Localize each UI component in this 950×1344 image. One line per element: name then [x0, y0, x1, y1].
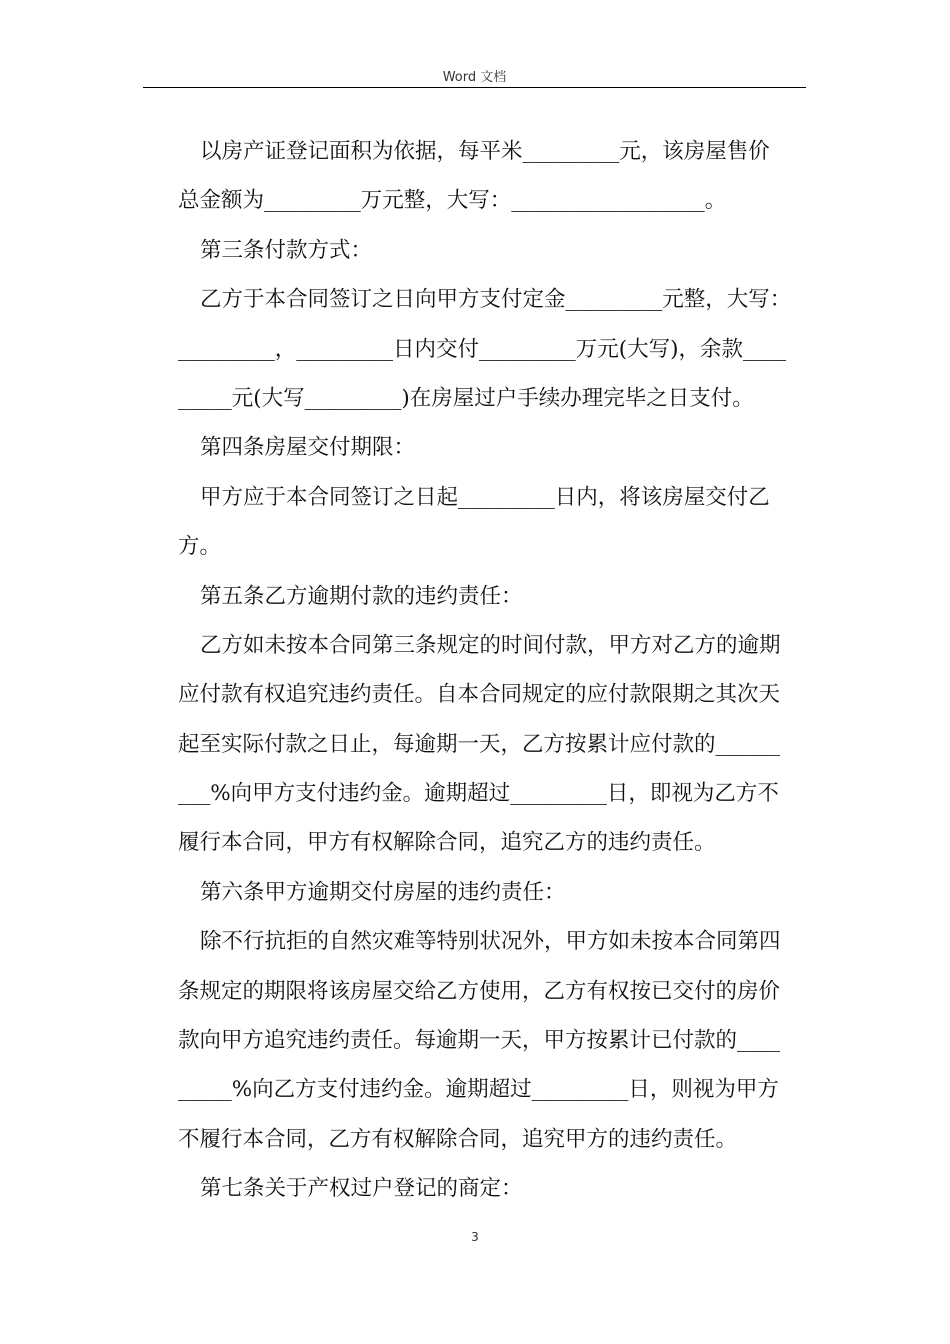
section-heading: 第六条甲方逾期交付房屋的违约责任： — [200, 879, 566, 905]
text-line: 乙方如未按本合同第三条规定的时间付款，甲方对乙方的逾期 — [200, 632, 781, 658]
document-body — [178, 127, 810, 1214]
text-line: 履行本合同，甲方有权解除合同，追究乙方的违约责任。 — [178, 830, 716, 856]
text-line: 不履行本合同，乙方有权解除合同，追究甲方的违约责任。 — [178, 1126, 738, 1152]
section-heading: 第五条乙方逾期付款的违约责任： — [200, 583, 523, 609]
header-divider — [143, 87, 806, 88]
text-line: 甲方应于本合同签订之日起_________日内，将该房屋交付乙 — [200, 484, 770, 510]
text-line: 除不行抗拒的自然灾难等特别状况外，甲方如未按本合同第四 — [200, 929, 781, 955]
text-line: _____%向乙方支付违约金。逾期超过_________日，则视为甲方 — [178, 1077, 779, 1103]
text-line: 乙方于本合同签订之日向甲方支付定金_________元整，大写： — [200, 287, 792, 313]
text-line: 应付款有权追究违约责任。自本合同规定的应付款限期之其次天 — [178, 682, 781, 708]
text-line: _____元(大写_________)在房屋过户手续办理完毕之日支付。 — [178, 385, 754, 411]
text-line: 条规定的期限将该房屋交给乙方使用，乙方有权按已交付的房价 — [178, 978, 781, 1004]
text-line: 起至实际付款之日止，每逾期一天，乙方按累计应付款的______ — [178, 731, 781, 757]
section-heading: 第三条付款方式： — [200, 237, 373, 263]
text-line: 总金额为_________万元整，大写：__________________。 — [178, 188, 727, 214]
text-line: _________，_________日内交付_________万元(大写)，余款____ — [178, 336, 787, 362]
page-header: Word 文档 — [442, 70, 507, 85]
text-line: 以房产证登记面积为依据，每平米_________元，该房屋售价 — [200, 139, 770, 164]
page-number: 3 — [471, 1230, 479, 1244]
text-line: 款向甲方追究违约责任。每逾期一天，甲方按累计已付款的____ — [178, 1028, 781, 1054]
text-line: 方。 — [178, 534, 222, 560]
text-line: ___%向甲方支付违约金。逾期超过_________日，即视为乙方不 — [178, 781, 779, 807]
section-heading: 第四条房屋交付期限： — [200, 435, 416, 461]
section-heading: 第七条关于产权过户登记的商定： — [200, 1176, 523, 1202]
